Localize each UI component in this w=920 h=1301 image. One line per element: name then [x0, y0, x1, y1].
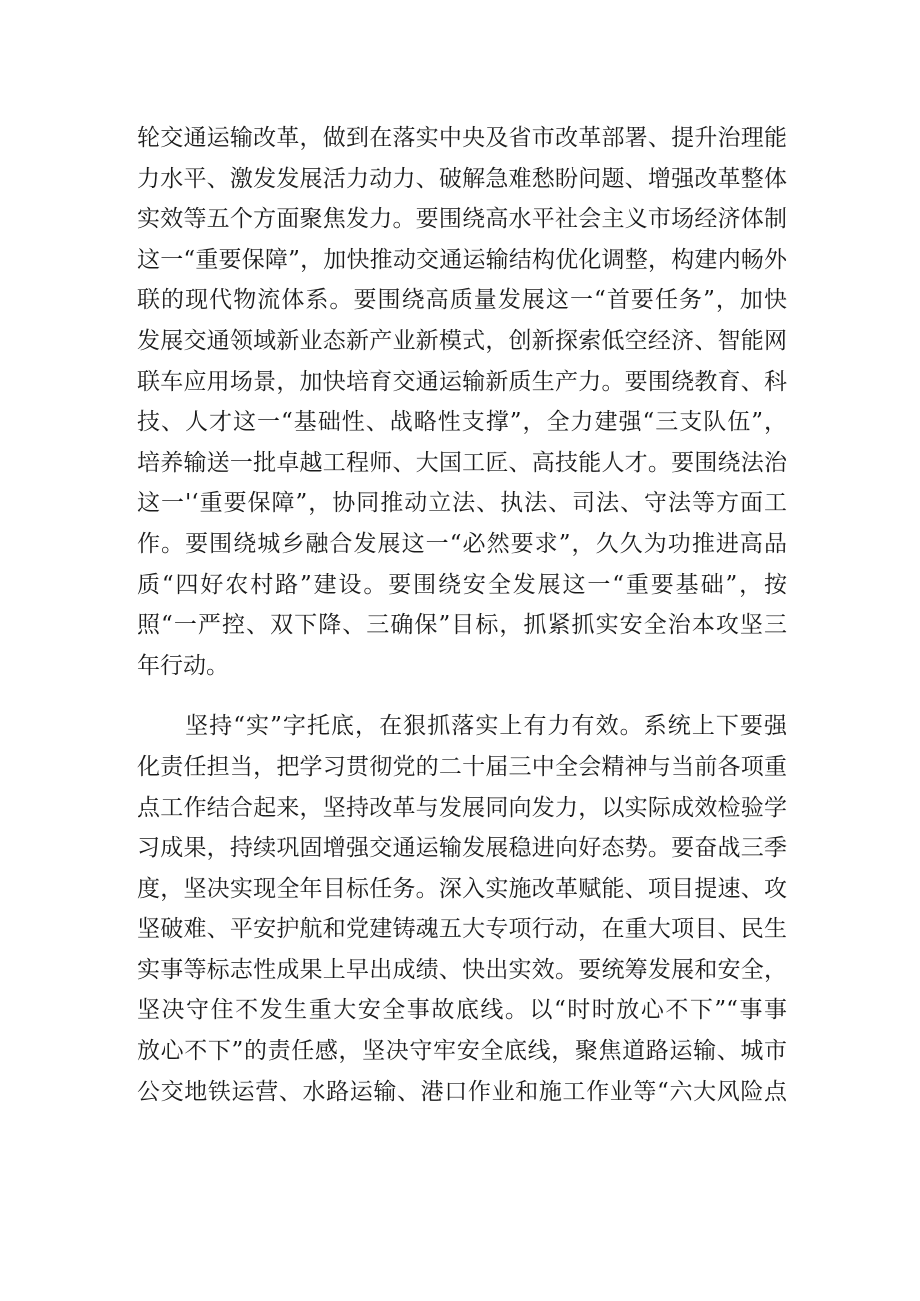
- text-line: 质“四好农村路”建设。要围绕安全发展这一“重要基础”，按: [137, 571, 787, 598]
- text-line: 作。要围绕城乡融合发展这一“必然要求”，久久为功推进高品: [137, 530, 787, 557]
- text-line: 坚破难、平安护航和党建铸魂五大专项行动，在重大项目、民生: [137, 916, 787, 943]
- text-line: 度，坚决实现全年目标任务。深入实施改革赋能、项目提速、攻: [137, 875, 787, 902]
- text-line: 实效等五个方面聚焦发力。要围绕高水平社会主义市场经济体制: [137, 206, 787, 233]
- paragraph-1: [137, 118, 787, 686]
- text-line: 发展交通领域新业态新产业新模式，创新探索低空经济、智能网: [137, 327, 787, 354]
- paragraph-spacer: [137, 686, 787, 706]
- text-line: 力水平、激发发展活力动力、破解急难愁盼问题、增强改革整体: [137, 165, 787, 192]
- text-line: 年行动。: [137, 652, 229, 679]
- text-line: 化责任担当，把学习贯彻党的二十届三中全会精神与当前各项重: [137, 753, 787, 780]
- text-line: 培养输送一批卓越工程师、大国工匠、高技能人才。要围绕法治: [137, 449, 787, 476]
- text-line: 轮交通运输改革，做到在落实中央及省市改革部署、提升治理能: [137, 125, 787, 151]
- text-line: 放心不下”的责任感，坚决守牢安全底线，聚焦道路运输、城市: [137, 1038, 787, 1065]
- text-line: 联的现代物流体系。要围绕高质量发展这一“首要任务”，加快: [137, 287, 787, 314]
- text-line: 实事等标志性成果上早出成绩、快出实效。要统筹发展和安全，: [137, 956, 787, 983]
- text-line: 坚决守住不发生重大安全事故底线。以“时时放心不下”“事事: [137, 997, 787, 1024]
- paragraph-2: [137, 706, 787, 1112]
- text-line: 这一“重要保障”，加快推动交通运输结构优化调整，构建内畅外: [137, 246, 787, 273]
- text-line: 点工作结合起来，坚持改革与发展同向发力，以实际成效检验学: [137, 794, 787, 821]
- text-line: 坚持“实”字托底，在狠抓落实上有力有效。系统上下要强: [137, 713, 787, 740]
- text-line: 这一'‘重要保障”，协同推动立法、执法、司法、守法等方面工: [137, 490, 787, 517]
- text-line: 照“一严控、双下降、三确保”目标，抓紧抓实安全治本攻坚三: [137, 612, 787, 639]
- text-line: 公交地铁运营、水路运输、港口作业和施工作业等“六大风险点: [137, 1078, 787, 1105]
- document-body: [137, 118, 787, 1112]
- text-line: 技、人才这一“基础性、战略性支撑”，全力建强“三支队伍”，: [137, 409, 787, 436]
- text-line: 联车应用场景，加快培育交通运输新质生产力。要围绕教育、科: [137, 368, 787, 395]
- text-line: 习成果，持续巩固增强交通运输发展稳进向好态势。要奋战三季: [137, 835, 787, 862]
